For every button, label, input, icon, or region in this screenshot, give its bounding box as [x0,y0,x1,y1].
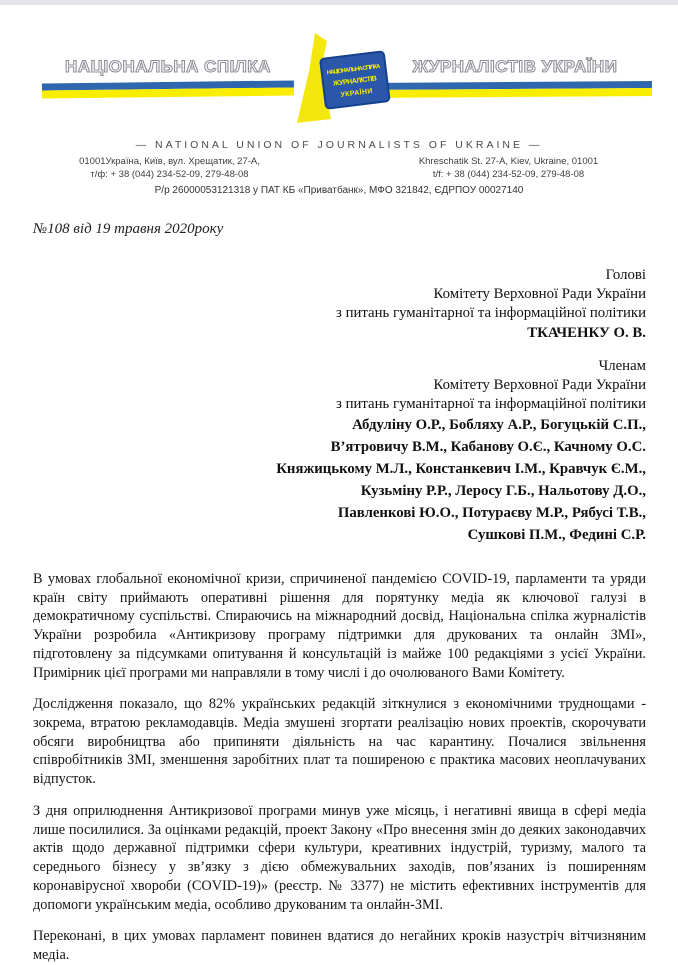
org-name-left-block [42,57,294,97]
address-ua-line2: т/ф: + 38 (044) 234-52-09, 279-48-08 [90,169,249,180]
flag-shape [320,51,390,108]
letterhead [0,45,678,137]
ukraine-flag-stripes-right [378,81,652,98]
members-names-line: Павленкові Ю.О., Потураєву М.Р., Рябусі Т.В., [337,505,646,521]
addressee-members-committee2: з питань гуманітарної та інформаційної політики [336,396,646,412]
flag-text-line2: ЖУРНАЛІСТІВ [332,75,378,88]
letter-content [0,221,678,965]
yellow-stripe [378,88,652,98]
addressee-head-committee2: з питань гуманітарної та інформаційної політики [336,305,646,321]
paragraph: Переконані, в цих умовах парламент повинен вдатися до негайних кроків назустріч вітчизняним медіа. [33,928,646,963]
org-name-right: ЖУРНАЛІСТІВ УКРАЇНИ [412,57,618,76]
members-names-line: Кузьміну Р.Р., Леросу Г.Б., Нальотову Д.О., [360,483,646,499]
ukraine-flag-stripes-left [42,80,294,98]
address-ua [0,155,339,181]
flag-text-line1: НАЦІОНАЛЬНА СПІЛКА [326,63,381,77]
paragraph: В умовах глобальної економічної кризи, спричиненої пандемією COVID-19, парламенти та уряди країн світу приймають оперативні рішення для порятунку медіа як ключової галузі в демократичному суспільстві. Спираючись на міжнародний досвід, Національна спілка журналістів України розробила «Антикризову програму підтримки для друкованих та онлайн ЗМІ», підготовлену за підсумками опитування й консультацій із майже 100 редакціями з усієї України. Примірник цієї програми ми направляли в тому числі і до очолюваного Вами Комітету. [33,571,646,681]
ref-number-line: №108 від 19 травня 2020року [33,221,224,237]
addressee-head-committee1: Комітету Верховної Ради України [433,286,646,302]
union-flag-logo-icon [277,31,401,127]
address-en-line2: t/f: + 38 (044) 234-52-09, 279-48-08 [432,169,585,180]
letter-body [33,570,646,965]
org-name-right-block [378,57,652,97]
contact-addresses [0,155,678,181]
addressee-members-committee1: Комітету Верховної Ради України [433,377,646,393]
addressee-head-block [33,266,646,344]
addressee-members-names [33,414,646,546]
members-names-line: Княжицькому М.Л., Констанкевич І.М., Кравчук Є.М., [276,461,646,477]
addressee-head-name: ТКАЧЕНКУ О. В. [527,325,646,341]
addressee-head-role: Голові [605,267,646,283]
paragraph: З дня оприлюднення Антикризової програми минув уже місяць, і негативні явища в сфері медіа лише посилилися. За оцінками редакцій, проект Закону «Про внесення змін до деяких законодавчих актів щодо державної підтримки сфери культури, креативних індустрій, туризму, малого та середнього бізнесу у зв’язку з дією обмежувальних заходів, пов’язаних із поширенням коронавірусної хвороби (COVID-19)» (реєстр. № 3377) не містить ефективних інструментів для допомоги українським медіа, особливо друкованим та онлайн-ЗМІ. [33,802,646,913]
flag-text-line3: УКРАЇНИ [340,87,373,99]
address-en-line1: Khreschatik St. 27-A, Kiev, Ukraine, 01001 [418,156,599,167]
members-names-line: В’ятровичу В.М., Кабанову О.Є., Качному О.С. [330,439,646,455]
addressee-members-block [33,357,646,546]
yellow-stripe [42,87,294,98]
address-en [339,155,678,181]
english-org-name: — NATIONAL UNION OF JOURNALISTS OF UKRAINE — [135,139,543,151]
address-ua-line1: 01001Україна, Київ, вул. Хрещатик, 27-А, [79,156,260,167]
bank-details: Р/р 26000053121318 у ПАТ КБ «Приватбанк», МФО 321842, ЄДРПОУ 00027140 [154,185,524,196]
addressee-members-role: Членам [598,358,646,374]
org-name-left: НАЦІОНАЛЬНА СПІЛКА [65,57,271,76]
members-names-line: Абдуліну О.Р., Бобляху А.Р., Богуцькій С.П., [352,417,646,433]
members-names-line: Сушкові П.М., Федині С.Р. [467,527,646,543]
paragraph: Дослідження показало, що 82% українських редакцій зіткнулися з економічними труднощами - зокрема, втратою рекламодавців. Медіа змушені згортати реалізацію нових проектів, скорочувати обсяги виробництва або припиняти діяльність на час карантину. Почалися звільнення співробітників ЗМІ, зменшення заробітних плат та поширеною є практика масових неоплачуваних відпусток. [33,696,646,788]
scan-edge-strip [0,0,678,5]
